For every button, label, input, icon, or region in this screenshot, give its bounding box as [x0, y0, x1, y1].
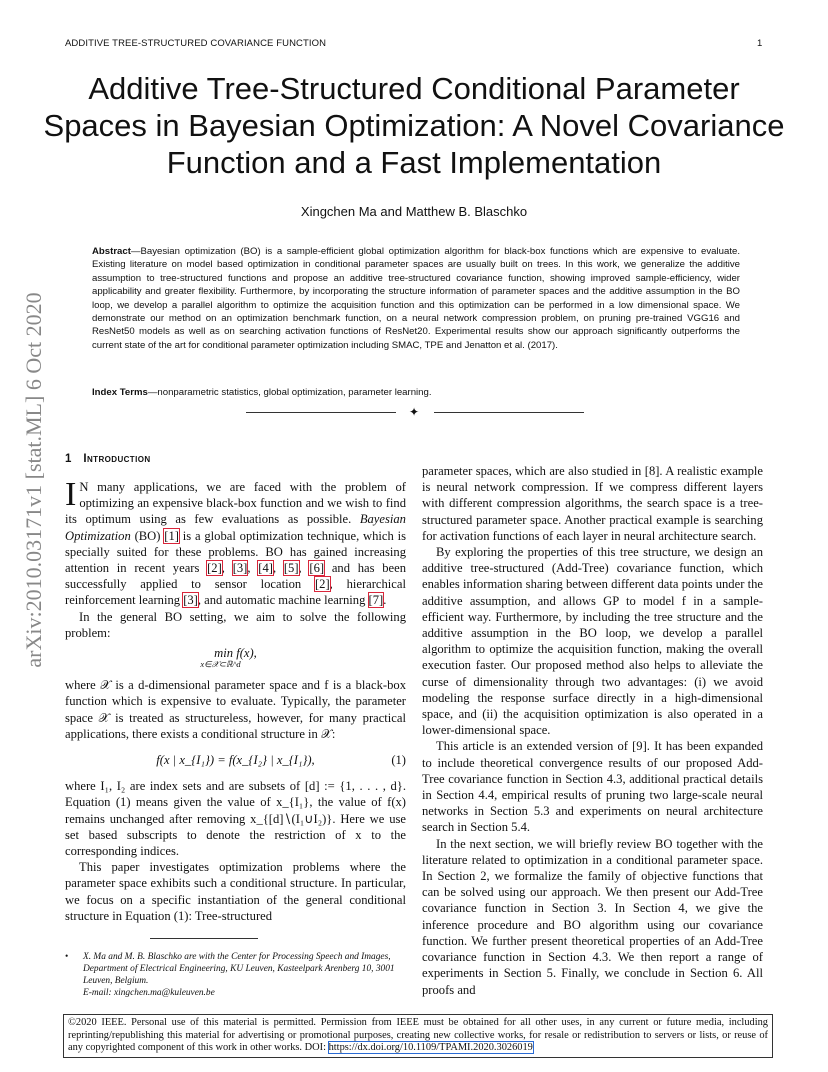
- section-title: Introduction: [83, 453, 151, 465]
- citation-link[interactable]: [4]: [258, 561, 273, 576]
- equation-1-body: f(x | x_{I₁}) = f(x_{I₂} | x_{I₁}),: [156, 753, 315, 768]
- footnote-affiliation: X. Ma and M. B. Blaschko are with the Center for Processing Speech and Images, Department of Electrical Engineering, KU Leuven, Kasteelpark Arenberg 10, 3001 Leuven, Belgium.: [83, 952, 395, 986]
- right-paragraph-2: By exploring the properties of this tree structure, we design an additive tree-structured (Add-Tree) covariance function, which enables information sharing between different data points under the additive assumption, and allows GP to model f in a sample-efficient way. Furthermore, by including the tree structure and the additive assumption in the BO loop, we develop a parallel algorithm to optimize the acquisition function, making the overall execution faster. Our proposed method also helps to alleviate the curse of dimensionality through two advantages: (i) we avoid modeling the response surface directly in a high-dimensional space, and (ii) the acquisition optimization is also operated in a lower-dimensional space.: [422, 545, 763, 738]
- divider-ornament-icon: ✦: [409, 405, 420, 419]
- equation-1: [65, 752, 406, 768]
- citation-link[interactable]: [7]: [368, 593, 384, 608]
- footnote-rule: [150, 938, 258, 939]
- equation-min-subscript: x∈𝒳⊂ℝ^d: [200, 659, 241, 670]
- right-paragraph-1: parameter spaces, which are also studied in [8]. A realistic example is neural network compression. If we compress different layers with different compression algorithms, the search space is a tree-structured parameter space. Another practical example is searching for activation functions of each layer in neural architecture search.: [422, 464, 763, 543]
- citation-link[interactable]: [1]: [164, 528, 179, 543]
- index-terms-text: —nonparametric statistics, global optimization, parameter learning.: [147, 387, 432, 398]
- abstract-text: —Bayesian optimization (BO) is a sample-efficient global optimization algorithm for black-box functions which are expensive to evaluate. Existing literature on model based optimization in conditional parameter spaces are usually built on trees. In this work, we generalize the additive assumption to tree-structured functions and propose an additive tree-structured covariance function, showing improved sample-efficiency, wider applicability and greater flexibility. Furthermore, by incorporating the structure information of parameter spaces and the additive assumption in the BO loop, we develop a parallel algorithm to optimize the acquisition function and this optimization can be performed in a low dimensional space. We demonstrate our method on an optimization benchmark function, on a neural network compression problem, on pruning pre-trained VGG16 and ResNet50 models as well as on searching activation functions of ResNet20. Experimental results show our approach significantly outperforms the current state of the art for conditional parameter optimization including SMAC, TPE and Jenatton et al. (2017).: [92, 246, 740, 351]
- running-head: ADDITIVE TREE-STRUCTURED COVARIANCE FUNCTION: [65, 38, 327, 49]
- intro-paragraph-1: I N many applications, we are faced with the problem of optimizing an expensive black-box function and we wish to find its optimum using as few evaluations as possible. Bayesian Optimization (BO) [1] is a global optimization technique, which is specially suited for these problems. BO has gained increasing attention in recent years [2], [3], [4], [5], [6] and has been successfully applied to sensor location [2], hierarchical reinforcement learning [3], and automatic machine learning [7].: [65, 476, 407, 608]
- bullet-icon: •: [65, 952, 69, 962]
- citation-link[interactable]: [3]: [183, 593, 198, 608]
- author-list: Xingchen Ma and Matthew B. Blaschko: [300, 204, 528, 219]
- section-heading: [65, 453, 151, 465]
- right-paragraph-4: In the next section, we will briefly review BO together with the literature related to optimization in a conditional parameter space. In Section 2, we formalize the family of objective functions that can be solved using our approach. We then present our Add-Tree covariance function in Section 3. In Section 4, we give the inference procedure and BO algorithm using our covariance function. We further present theoretical properties of an Add-Tree covariance function in Section 4.3. We then report a range of experiments in Section 5. Finally, we conclude in Section 6. All proofs and: [422, 836, 763, 997]
- index-terms: [92, 387, 740, 398]
- footnote-email: E-mail: xingchen.ma@kuleuven.be: [83, 988, 215, 998]
- citation-link[interactable]: [2]: [314, 577, 330, 592]
- author-footnote: [65, 951, 406, 999]
- citation-link[interactable]: [3]: [232, 561, 248, 576]
- citation-link[interactable]: [5]: [283, 561, 299, 576]
- abstract: [92, 245, 740, 352]
- intro-paragraph-5: This paper investigates optimization problems where the parameter space exhibits such a conditional structure. In particular, we focus on a specific instantiation of the general conditional structure in Equation (1): Tree-structured: [65, 860, 406, 923]
- right-column: [422, 463, 763, 998]
- index-terms-label: Index Terms: [92, 387, 148, 398]
- intro-paragraph-2: In the general BO setting, we aim to solve the following problem:: [65, 609, 406, 640]
- citation-link[interactable]: [6]: [309, 561, 325, 576]
- divider-line-left: [246, 412, 396, 413]
- intro-paragraph-4: where I₁, I₂ are index sets and are subsets of [d] := {1, . . . , d}. Equation (1) means given the value of x_{I₁}, the value of f(x) remains unchanged after removing x_{[d]∖(I₁∪I₂)}. Here we use set based subscripts to denote the restriction of x to the corresponding indices.: [65, 779, 406, 859]
- intro-text: N many applications, we are faced with the problem of optimizing an expensive black-box function and we wish to find its optimum using as few evaluations as possible.: [65, 480, 406, 527]
- copyright-text: ©2020 IEEE. Personal use of this material is permitted. Permission from IEEE must be obtained for all other uses, in any current or future media, including reprinting/republishing this material for advertising or promotional purposes, creating new collective works, for resale or redistribution to servers or lists, or reuse of any copyrighted component of this work in other works. DOI:: [68, 1017, 768, 1053]
- equation-min: [65, 645, 406, 669]
- doi-link[interactable]: https://dx.doi.org/10.1109/TPAMI.2020.3026019: [328, 1042, 533, 1053]
- page-number: 1: [757, 38, 763, 49]
- intro-text: and has been successfully applied to sensor location: [65, 561, 407, 592]
- equation-min-body: min f(x),: [214, 646, 257, 661]
- intro-text: , hierarchical reinforcement learning: [65, 577, 406, 608]
- intro-text: is a global optimization technique, which is specially suited for these problems. BO has gained increasing attention in recent years: [65, 528, 406, 576]
- section-divider: [246, 405, 584, 419]
- intro-text: , and automatic machine learning: [197, 593, 369, 608]
- paper-title: Additive Tree-Structured Conditional Parameter Spaces in Bayesian Optimization: A Novel Covariance Function and a Fast Implementation: [43, 71, 785, 180]
- right-paragraph-3: This article is an extended version of [9]. It has been expanded to include theoretical convergence results of our proposed Add-Tree covariance function in Section 4.3, additional practical details in Section 4.4, empirical results of pruning two large-scale neural networks in Section 5.3 and experiments on neural architecture search in Section 5.4.: [422, 739, 763, 835]
- left-column: [65, 476, 407, 924]
- arxiv-stamp[interactable]: [16, 290, 52, 670]
- section-number: 1: [65, 453, 72, 465]
- dropcap: I: [65, 476, 77, 513]
- equation-1-number: (1): [391, 753, 406, 768]
- bo-term: Bayesian Optimization: [65, 512, 406, 543]
- abstract-label: Abstract: [92, 246, 131, 257]
- divider-line-right: [434, 412, 584, 413]
- copyright-notice: [63, 1014, 773, 1058]
- intro-text: (BO): [130, 528, 165, 543]
- citation-link[interactable]: [2]: [207, 561, 222, 576]
- intro-paragraph-3: where 𝒳 is a d-dimensional parameter space and f is a black-box function which is expensive to evaluate. Typically, the parameter space 𝒳 is treated as structureless, however, for many practical applications, there exists a conditional structure in 𝒳:: [65, 678, 406, 741]
- arxiv-stamp-text: arXiv:2010.03171v1 [stat.ML] 6 Oct 2020: [21, 292, 46, 668]
